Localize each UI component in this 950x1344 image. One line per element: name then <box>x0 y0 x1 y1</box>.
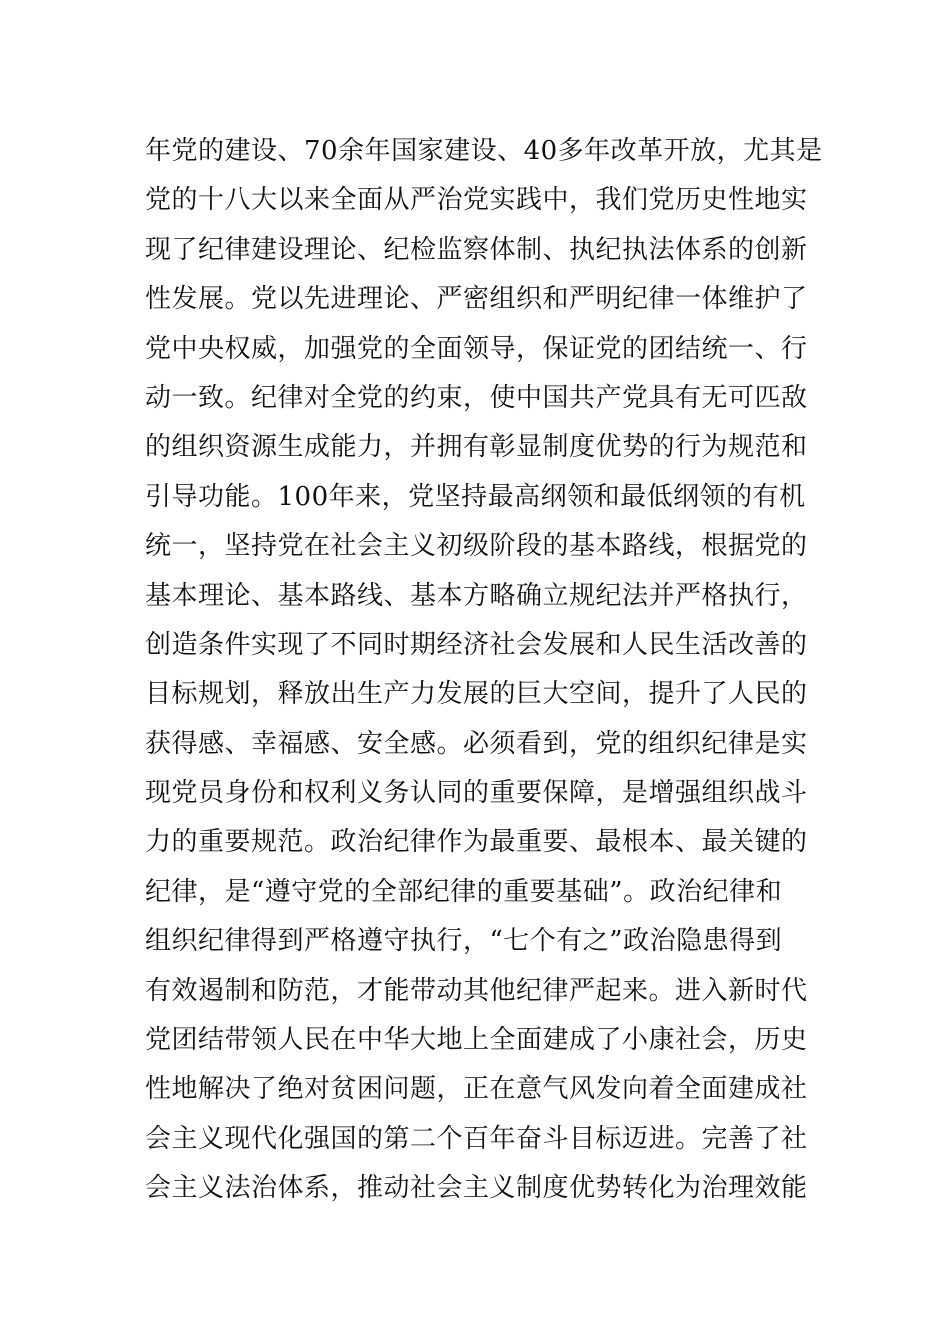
text-line: 有效遏制和防范，才能带动其他纪律严起来。进入新时代 <box>145 975 808 1006</box>
text-line: 性发展。党以先进理论、严密组织和严明纪律一体维护了 <box>145 284 808 315</box>
text-line: 会主义法治体系，推动社会主义制度优势转化为治理效能 <box>145 1173 808 1204</box>
text-line: 现了纪律建设理论、纪检监察体制、执纪执法体系的创新 <box>145 234 808 265</box>
text-line: 统一，坚持党在社会主义初级阶段的基本路线，根据党的 <box>145 531 808 562</box>
text-line: 纪律，是“遵守党的全部纪律的重要基础”。政治纪律和 <box>145 876 783 907</box>
text-line: 党团结带领人民在中华大地上全面建成了小康社会，历史 <box>145 1025 808 1056</box>
text-line: 年党的建设、70余年国家建设、40多年改革开放，尤其是 <box>145 136 823 166</box>
text-line: 动一致。纪律对全党的约束，使中国共产党具有无可匹敌 <box>145 382 808 413</box>
text-line: 获得感、幸福感、安全感。必须看到，党的组织纪律是实 <box>145 728 808 759</box>
body-paragraph <box>145 127 825 1214</box>
text-line: 力的重要规范。政治纪律作为最重要、最根本、最关键的 <box>145 827 808 858</box>
text-line: 创造条件实现了不同时期经济社会发展和人民生活改善的 <box>145 629 808 660</box>
text-line: 现党员身份和权利义务认同的重要保障，是增强组织战斗 <box>145 778 808 809</box>
text-line: 目标规划，释放出生产力发展的巨大空间，提升了人民的 <box>145 679 808 710</box>
text-line: 党的十八大以来全面从严治党实践中，我们党历史性地实 <box>145 185 808 216</box>
text-line: 的组织资源生成能力，并拥有彰显制度优势的行为规范和 <box>145 432 808 463</box>
text-line: 组织纪律得到严格遵守执行，“七个有之”政治隐患得到 <box>145 926 783 957</box>
text-line: 会主义现代化强国的第二个百年奋斗目标迈进。完善了社 <box>145 1123 808 1154</box>
text-line: 基本理论、基本路线、基本方略确立规纪法并严格执行， <box>145 580 808 611</box>
text-line: 引导功能。100年来，党坚持最高纲领和最低纲领的有机 <box>145 481 806 512</box>
text-line: 性地解决了绝对贫困问题，正在意气风发向着全面建成社 <box>145 1074 808 1105</box>
text-line: 党中央权威，加强党的全面领导，保证党的团结统一、行 <box>145 333 808 364</box>
